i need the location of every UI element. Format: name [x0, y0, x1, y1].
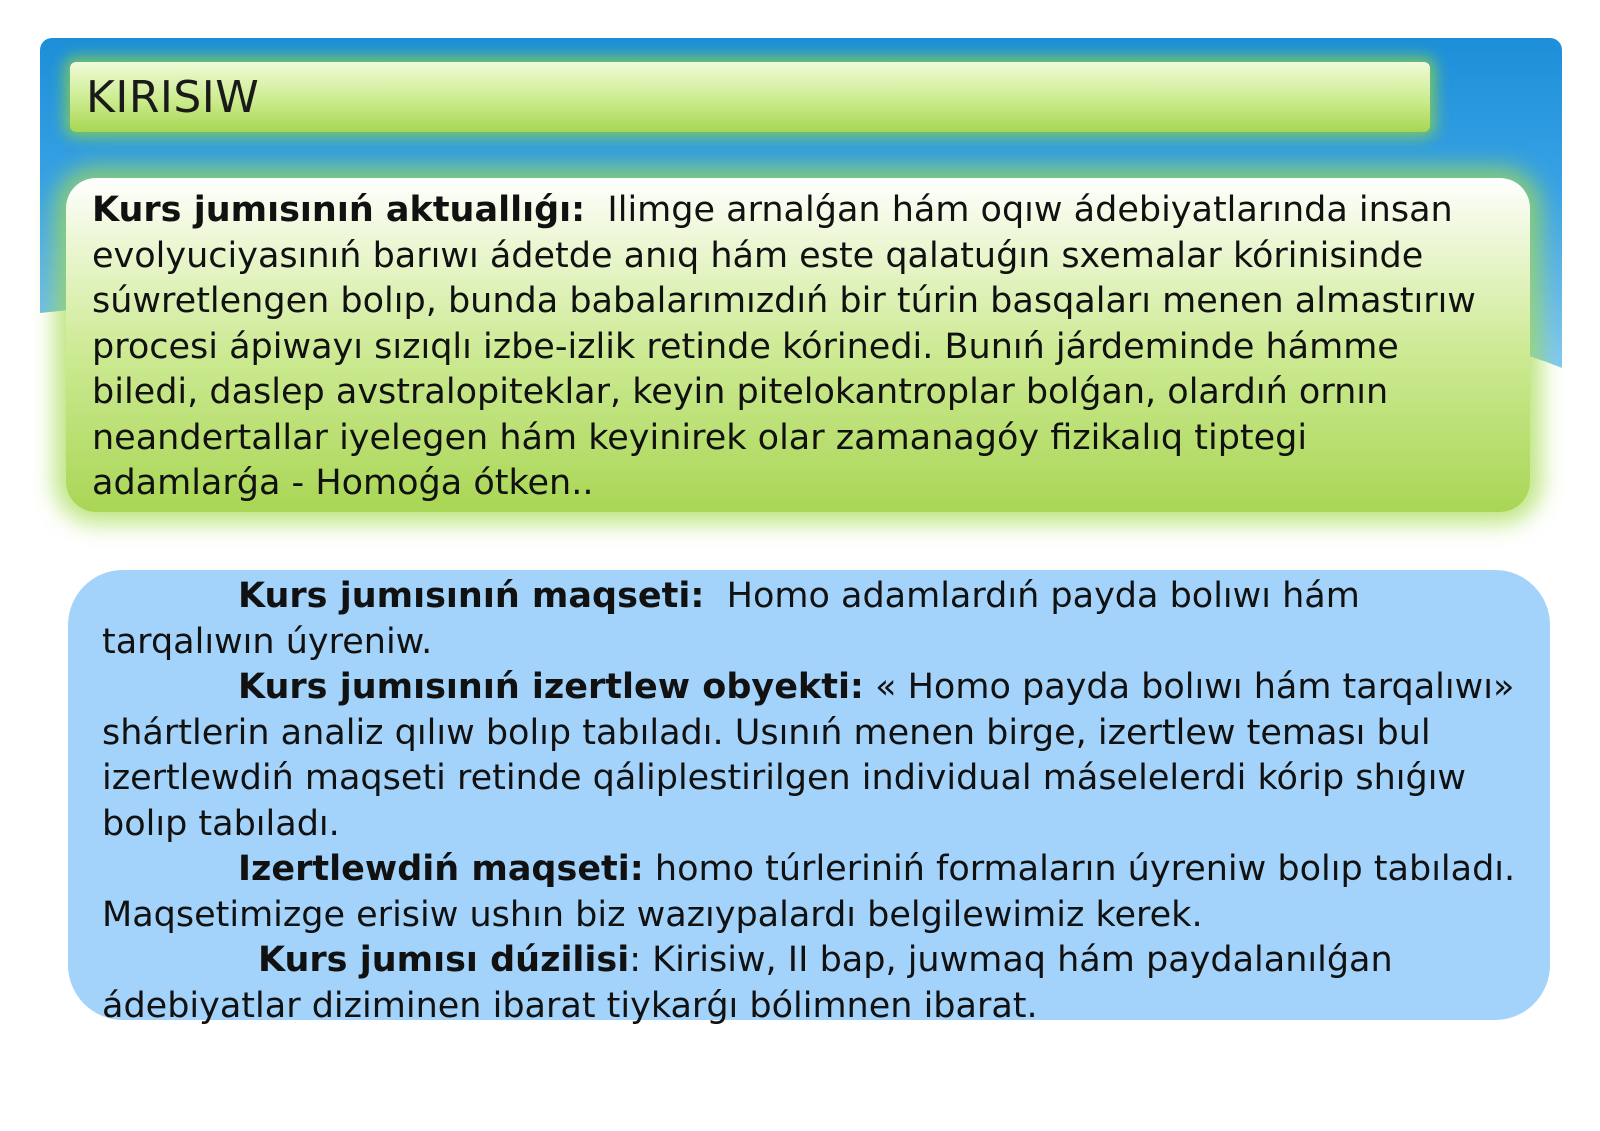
actuality-box [66, 178, 1530, 512]
object-label: Kurs jumısınıń izertlew obyekti: [238, 667, 864, 707]
goal-paragraph [102, 574, 1530, 665]
actuality-label: Kurs jumısınıń aktuallıǵı: [92, 190, 586, 230]
object-paragraph [102, 665, 1530, 847]
research-goal-text: homo túrleriniń formaların úyreniw bolıp tabıladı. Maqsetimizge erisiw ushın biz wazıypalardı belgilewimiz kerek. [102, 849, 1516, 935]
goal-label: Kurs jumısınıń maqseti: [238, 576, 705, 616]
research-goal-paragraph [102, 847, 1530, 938]
structure-label: Kurs jumısı dúzilisi [258, 940, 630, 980]
goal-text: Homo adamlardıń payda bolıwı hám tarqalıwın úyreniw. [102, 576, 1360, 662]
actuality-text: Ilimge arnalǵan hám oqıw ádebiyatlarında insan evolyuciyasınıń barıwı ádetde anıq hám este qalatuǵın sxemalar kórinisinde súwretlengen bolıp, bunda babalarımızdıń bir túrin basqaları menen almastırıw procesi ápiwayı sızıqlı izbe-izlik retinde kórinedi. Bunıń járdeminde hámme biledi, daslep avstralopiteklar, keyin pitelokantroplar bolǵan, olardıń ornın neandertallar iyelegen hám keyinirek olar zamanagóy fizikalıq tiptegi adamlarǵa - Homoǵa ótken.. [92, 190, 1476, 503]
actuality-paragraph [92, 188, 1506, 507]
title-bar [70, 62, 1430, 132]
page-title: KIRISIW [86, 71, 260, 123]
structure-text: : Kirisiw, II bap, juwmaq hám paydalanılǵan ádebiyatlar diziminen ibarat tiykarǵı bólimnen ibarat. [102, 940, 1393, 1026]
details-box [68, 570, 1550, 1026]
research-goal-label: Izertlewdiń maqseti: [238, 849, 644, 889]
structure-paragraph [102, 938, 1530, 1029]
object-text: « Homo payda bolıwı hám tarqalıwı» shártlerin analiz qılıw bolıp tabıladı. Usınıń menen birge, izertlew teması bul izertlewdiń maqseti retinde qáliplestirilgen individual máselelerdi kórip shıǵıw bolıp tabıladı. [102, 667, 1515, 844]
